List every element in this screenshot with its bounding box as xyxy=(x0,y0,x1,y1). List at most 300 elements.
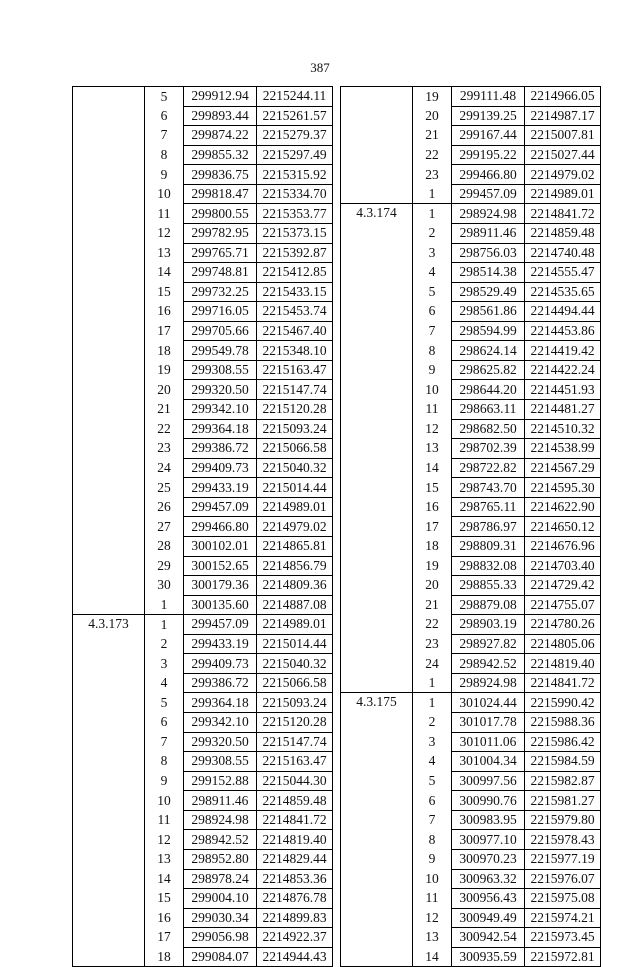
table-row xyxy=(341,595,601,615)
x-coordinate-cell: 298942.52 xyxy=(184,830,257,850)
table-row xyxy=(73,419,333,439)
y-coordinate-cell: 2215261.57 xyxy=(257,106,333,126)
table-row xyxy=(73,184,333,204)
section-cell xyxy=(341,87,413,107)
table-row xyxy=(73,497,333,517)
table-row xyxy=(341,165,601,185)
x-coordinate-cell: 298644.20 xyxy=(452,380,525,400)
y-coordinate-cell: 2214819.40 xyxy=(257,830,333,850)
point-number-cell: 18 xyxy=(425,538,439,554)
section-cell xyxy=(341,263,413,283)
table-row xyxy=(341,439,601,459)
y-coordinate-cell: 2214595.30 xyxy=(525,478,601,498)
x-coordinate-cell: 299732.25 xyxy=(184,282,257,302)
section-cell xyxy=(73,849,145,869)
section-cell xyxy=(73,536,145,556)
point-number-cell: 18 xyxy=(145,947,184,967)
table-row xyxy=(73,380,333,400)
y-coordinate-cell: 2215348.10 xyxy=(257,341,333,361)
table-row xyxy=(341,810,601,830)
point-number-cell: 23 xyxy=(157,440,171,456)
section-cell xyxy=(341,184,413,204)
section-cell xyxy=(73,243,145,263)
y-coordinate-cell: 2214922.37 xyxy=(257,928,333,948)
table-row xyxy=(341,634,601,654)
table-row xyxy=(341,889,601,909)
x-coordinate-cell: 299056.98 xyxy=(184,928,257,948)
y-coordinate-cell: 2215976.07 xyxy=(525,869,601,889)
table-row xyxy=(73,341,333,361)
y-coordinate-cell: 2214538.99 xyxy=(525,439,601,459)
table-row xyxy=(73,889,333,909)
table-row xyxy=(73,106,333,126)
point-number-cell: 4 xyxy=(428,753,436,769)
table-row xyxy=(341,282,601,302)
section-cell xyxy=(73,673,145,693)
y-coordinate-cell: 2214650.12 xyxy=(525,517,601,537)
y-coordinate-cell: 2214809.36 xyxy=(257,576,333,596)
y-coordinate-cell: 2215353.77 xyxy=(257,204,333,224)
y-coordinate-cell: 2214859.48 xyxy=(257,791,333,811)
y-coordinate-cell: 2214422.24 xyxy=(525,360,601,380)
table-row xyxy=(341,497,601,517)
x-coordinate-cell: 299084.07 xyxy=(184,947,257,967)
section-cell xyxy=(341,126,413,146)
x-coordinate-cell: 299855.32 xyxy=(184,145,257,165)
x-coordinate-cell: 300942.54 xyxy=(452,928,525,948)
x-coordinate-cell: 298682.50 xyxy=(452,419,525,439)
point-number-cell: 4 xyxy=(160,675,168,691)
y-coordinate-cell: 2214966.05 xyxy=(525,87,601,107)
table-row xyxy=(73,204,333,224)
table-row xyxy=(341,87,601,107)
section-cell xyxy=(341,536,413,556)
x-coordinate-cell: 298722.82 xyxy=(452,458,525,478)
section-cell xyxy=(341,810,413,830)
table-row xyxy=(341,204,601,224)
x-coordinate-cell: 299195.22 xyxy=(452,145,525,165)
section-cell xyxy=(341,419,413,439)
table-row xyxy=(341,302,601,322)
x-coordinate-cell: 300963.32 xyxy=(452,869,525,889)
y-coordinate-cell: 2214841.72 xyxy=(525,204,601,224)
point-number-cell: 5 xyxy=(145,87,184,107)
y-coordinate-cell: 2215027.44 xyxy=(525,145,601,165)
x-coordinate-cell: 299364.18 xyxy=(184,419,257,439)
section-cell xyxy=(341,849,413,869)
table-row xyxy=(341,321,601,341)
section-cell xyxy=(73,771,145,791)
y-coordinate-cell: 2215279.37 xyxy=(257,126,333,146)
y-coordinate-cell: 2214944.43 xyxy=(257,947,333,967)
x-coordinate-cell: 301011.06 xyxy=(452,732,525,752)
x-coordinate-cell: 298927.82 xyxy=(452,634,525,654)
y-coordinate-cell: 2215244.11 xyxy=(257,87,333,107)
table-row xyxy=(73,928,333,948)
point-number-cell: 11 xyxy=(157,812,171,828)
y-coordinate-cell: 2214841.72 xyxy=(525,673,601,693)
section-cell xyxy=(73,576,145,596)
y-coordinate-cell: 2214829.44 xyxy=(257,849,333,869)
section-cell xyxy=(341,928,413,948)
y-coordinate-cell: 2214899.83 xyxy=(257,908,333,928)
x-coordinate-cell: 299139.25 xyxy=(452,106,525,126)
point-number-cell: 21 xyxy=(157,401,171,417)
table-row xyxy=(341,106,601,126)
table-row xyxy=(73,360,333,380)
x-coordinate-cell: 298879.08 xyxy=(452,595,525,615)
section-cell xyxy=(341,771,413,791)
point-number-cell: 21 xyxy=(425,127,439,143)
y-coordinate-cell: 2215986.42 xyxy=(525,732,601,752)
point-number-cell: 15 xyxy=(157,283,171,299)
x-coordinate-cell: 299030.34 xyxy=(184,908,257,928)
section-cell xyxy=(341,576,413,596)
y-coordinate-cell: 2214841.72 xyxy=(257,810,333,830)
point-number-cell: 9 xyxy=(160,166,168,182)
table-row xyxy=(341,673,601,693)
x-coordinate-cell: 299308.55 xyxy=(184,360,257,380)
section-cell xyxy=(341,478,413,498)
section-cell xyxy=(341,889,413,909)
table-row xyxy=(73,654,333,674)
y-coordinate-cell: 2214622.90 xyxy=(525,497,601,517)
point-number-cell: 29 xyxy=(157,557,171,573)
section-cell xyxy=(73,556,145,576)
x-coordinate-cell: 299409.73 xyxy=(184,654,257,674)
x-coordinate-cell: 300956.43 xyxy=(452,889,525,909)
section-cell xyxy=(341,106,413,126)
y-coordinate-cell: 2214865.81 xyxy=(257,536,333,556)
section-cell xyxy=(341,497,413,517)
x-coordinate-cell: 299782.95 xyxy=(184,223,257,243)
point-number-cell: 13 xyxy=(425,440,439,456)
x-coordinate-cell: 299457.09 xyxy=(184,497,257,517)
section-cell xyxy=(341,869,413,889)
x-coordinate-cell: 299433.19 xyxy=(184,478,257,498)
point-number-cell: 26 xyxy=(157,499,171,515)
y-coordinate-cell: 2215979.80 xyxy=(525,810,601,830)
x-coordinate-cell: 298702.39 xyxy=(452,439,525,459)
table-row xyxy=(73,302,333,322)
point-number-cell: 1 xyxy=(428,185,436,201)
table-row xyxy=(73,830,333,850)
section-cell xyxy=(73,380,145,400)
point-number-cell: 10 xyxy=(425,870,439,886)
section-cell xyxy=(73,419,145,439)
section-cell xyxy=(73,928,145,948)
section-cell xyxy=(73,889,145,909)
point-number-cell: 2 xyxy=(160,636,168,652)
y-coordinate-cell: 2214451.93 xyxy=(525,380,601,400)
x-coordinate-cell: 300990.76 xyxy=(452,791,525,811)
section-cell xyxy=(73,693,145,713)
y-coordinate-cell: 2215040.32 xyxy=(257,458,333,478)
x-coordinate-cell: 298832.08 xyxy=(452,556,525,576)
section-cell xyxy=(341,654,413,674)
x-coordinate-cell: 299320.50 xyxy=(184,380,257,400)
section-cell xyxy=(341,830,413,850)
point-number-cell: 11 xyxy=(425,890,439,906)
y-coordinate-cell: 2214494.44 xyxy=(525,302,601,322)
section-cell xyxy=(73,184,145,204)
x-coordinate-cell: 299457.09 xyxy=(184,615,257,635)
y-coordinate-cell: 2214453.86 xyxy=(525,321,601,341)
table-row xyxy=(341,947,601,967)
section-cell xyxy=(341,752,413,772)
section-cell xyxy=(73,302,145,322)
table-row xyxy=(341,713,601,733)
x-coordinate-cell: 298743.70 xyxy=(452,478,525,498)
point-number-cell: 1 xyxy=(160,596,168,612)
point-number-cell: 1 xyxy=(413,693,452,713)
table-row xyxy=(341,732,601,752)
coordinates-table-left xyxy=(72,86,333,967)
point-number-cell: 17 xyxy=(157,323,171,339)
y-coordinate-cell: 2214853.36 xyxy=(257,869,333,889)
section-cell xyxy=(341,341,413,361)
table-row xyxy=(73,849,333,869)
x-coordinate-cell: 300997.56 xyxy=(452,771,525,791)
point-number-cell: 6 xyxy=(160,107,168,123)
table-row xyxy=(341,771,601,791)
x-coordinate-cell: 299765.71 xyxy=(184,243,257,263)
point-number-cell: 1 xyxy=(413,204,452,224)
point-number-cell: 13 xyxy=(157,244,171,260)
x-coordinate-cell: 300935.59 xyxy=(452,947,525,967)
table-row xyxy=(73,223,333,243)
point-number-cell: 12 xyxy=(425,420,439,436)
point-number-cell: 12 xyxy=(157,831,171,847)
x-coordinate-cell: 299912.94 xyxy=(184,87,257,107)
y-coordinate-cell: 2215315.92 xyxy=(257,165,333,185)
point-number-cell: 13 xyxy=(425,929,439,945)
y-coordinate-cell: 2215433.15 xyxy=(257,282,333,302)
x-coordinate-cell: 300102.01 xyxy=(184,536,257,556)
table-row xyxy=(341,478,601,498)
y-coordinate-cell: 2215981.27 xyxy=(525,791,601,811)
x-coordinate-cell: 301004.34 xyxy=(452,752,525,772)
x-coordinate-cell: 299152.88 xyxy=(184,771,257,791)
x-coordinate-cell: 299111.48 xyxy=(452,87,525,107)
section-cell xyxy=(341,458,413,478)
y-coordinate-cell: 2215093.24 xyxy=(257,693,333,713)
section-cell xyxy=(73,263,145,283)
y-coordinate-cell: 2215066.58 xyxy=(257,439,333,459)
table-row xyxy=(341,400,601,420)
table-row xyxy=(341,223,601,243)
x-coordinate-cell: 299167.44 xyxy=(452,126,525,146)
table-row xyxy=(73,321,333,341)
section-cell xyxy=(341,360,413,380)
section-cell xyxy=(341,908,413,928)
table-row xyxy=(341,556,601,576)
section-cell xyxy=(73,869,145,889)
point-number-cell: 6 xyxy=(160,714,168,730)
section-cell xyxy=(341,400,413,420)
y-coordinate-cell: 2214729.42 xyxy=(525,576,601,596)
section-cell xyxy=(73,204,145,224)
table-row xyxy=(73,869,333,889)
x-coordinate-cell: 299874.22 xyxy=(184,126,257,146)
section-cell xyxy=(73,126,145,146)
section-cell xyxy=(73,223,145,243)
x-coordinate-cell: 299433.19 xyxy=(184,634,257,654)
point-number-cell: 22 xyxy=(425,146,439,162)
point-number-cell: 30 xyxy=(157,577,171,593)
x-coordinate-cell: 298514.38 xyxy=(452,263,525,283)
section-cell xyxy=(73,321,145,341)
table-row xyxy=(341,849,601,869)
point-number-cell: 19 xyxy=(425,557,439,573)
point-number-cell: 6 xyxy=(428,303,436,319)
table-row xyxy=(341,243,601,263)
section-cell xyxy=(73,634,145,654)
y-coordinate-cell: 2214989.01 xyxy=(257,615,333,635)
table-row xyxy=(73,439,333,459)
x-coordinate-cell: 299457.09 xyxy=(452,184,525,204)
section-cell xyxy=(73,752,145,772)
section-cell xyxy=(73,791,145,811)
y-coordinate-cell: 2215014.44 xyxy=(257,478,333,498)
table-row xyxy=(73,243,333,263)
point-number-cell: 2 xyxy=(428,714,436,730)
section-cell xyxy=(341,947,413,967)
y-coordinate-cell: 2214979.02 xyxy=(525,165,601,185)
y-coordinate-cell: 2214859.48 xyxy=(525,223,601,243)
table-row xyxy=(73,282,333,302)
point-number-cell: 9 xyxy=(160,772,168,788)
table-row xyxy=(341,360,601,380)
table-row xyxy=(341,654,601,674)
point-number-cell: 3 xyxy=(160,655,168,671)
point-number-cell: 7 xyxy=(428,812,436,828)
x-coordinate-cell: 300179.36 xyxy=(184,576,257,596)
point-number-cell: 19 xyxy=(157,362,171,378)
point-number-cell: 14 xyxy=(157,870,171,886)
table-row xyxy=(341,517,601,537)
x-coordinate-cell: 299320.50 xyxy=(184,732,257,752)
point-number-cell: 8 xyxy=(160,146,168,162)
x-coordinate-cell: 299748.81 xyxy=(184,263,257,283)
table-row xyxy=(73,673,333,693)
x-coordinate-cell: 300970.23 xyxy=(452,849,525,869)
table-row xyxy=(341,184,601,204)
section-cell: 4.3.173 xyxy=(73,615,145,635)
section-cell xyxy=(73,908,145,928)
x-coordinate-cell: 299836.75 xyxy=(184,165,257,185)
section-cell xyxy=(341,145,413,165)
table-row xyxy=(341,341,601,361)
point-number-cell: 15 xyxy=(157,890,171,906)
x-coordinate-cell: 298594.99 xyxy=(452,321,525,341)
table-row xyxy=(73,517,333,537)
section-cell xyxy=(73,282,145,302)
y-coordinate-cell: 2214567.29 xyxy=(525,458,601,478)
table-row xyxy=(73,595,333,615)
y-coordinate-cell: 2215412.85 xyxy=(257,263,333,283)
table-row xyxy=(73,634,333,654)
point-number-cell: 22 xyxy=(425,616,439,632)
point-number-cell: 7 xyxy=(160,127,168,143)
table-row xyxy=(73,556,333,576)
section-cell xyxy=(73,478,145,498)
table-row xyxy=(341,263,601,283)
section-cell xyxy=(73,947,145,967)
point-number-cell: 11 xyxy=(425,401,439,417)
x-coordinate-cell: 299466.80 xyxy=(184,517,257,537)
point-number-cell: 5 xyxy=(428,772,436,788)
point-number-cell: 20 xyxy=(425,577,439,593)
point-number-cell: 28 xyxy=(157,538,171,554)
x-coordinate-cell: 298942.52 xyxy=(452,654,525,674)
table-row xyxy=(73,165,333,185)
point-number-cell: 14 xyxy=(425,459,439,475)
point-number-cell: 23 xyxy=(425,166,439,182)
y-coordinate-cell: 2215972.81 xyxy=(525,947,601,967)
section-cell xyxy=(341,673,413,693)
y-coordinate-cell: 2214535.65 xyxy=(525,282,601,302)
x-coordinate-cell: 298924.98 xyxy=(452,673,525,693)
y-coordinate-cell: 2214780.26 xyxy=(525,615,601,635)
table-row xyxy=(73,126,333,146)
section-cell xyxy=(341,517,413,537)
point-number-cell: 14 xyxy=(157,264,171,280)
point-number-cell: 7 xyxy=(428,323,436,339)
section-cell xyxy=(341,634,413,654)
section-cell xyxy=(73,145,145,165)
section-cell: 4.3.174 xyxy=(341,204,413,224)
table-row xyxy=(73,576,333,596)
table-row xyxy=(73,615,333,635)
point-number-cell: 7 xyxy=(160,733,168,749)
x-coordinate-cell: 298529.49 xyxy=(452,282,525,302)
section-cell xyxy=(73,400,145,420)
point-number-cell: 12 xyxy=(425,909,439,925)
section-cell xyxy=(73,106,145,126)
table-row xyxy=(341,752,601,772)
y-coordinate-cell: 2214740.48 xyxy=(525,243,601,263)
point-number-cell: 6 xyxy=(428,792,436,808)
x-coordinate-cell: 299466.80 xyxy=(452,165,525,185)
x-coordinate-cell: 299364.18 xyxy=(184,693,257,713)
y-coordinate-cell: 2214856.79 xyxy=(257,556,333,576)
y-coordinate-cell: 2215147.74 xyxy=(257,732,333,752)
point-number-cell: 10 xyxy=(157,186,171,202)
y-coordinate-cell: 2215467.40 xyxy=(257,321,333,341)
section-cell xyxy=(341,556,413,576)
table-row xyxy=(341,693,601,713)
x-coordinate-cell: 299705.66 xyxy=(184,321,257,341)
y-coordinate-cell: 2214819.40 xyxy=(525,654,601,674)
point-number-cell: 27 xyxy=(157,518,171,534)
section-cell xyxy=(73,810,145,830)
y-coordinate-cell: 2214805.06 xyxy=(525,634,601,654)
point-number-cell: 10 xyxy=(157,792,171,808)
y-coordinate-cell: 2215982.87 xyxy=(525,771,601,791)
y-coordinate-cell: 2214555.47 xyxy=(525,263,601,283)
section-cell xyxy=(341,302,413,322)
x-coordinate-cell: 299716.05 xyxy=(184,302,257,322)
x-coordinate-cell: 300152.65 xyxy=(184,556,257,576)
x-coordinate-cell: 298765.11 xyxy=(452,497,525,517)
point-number-cell: 10 xyxy=(425,381,439,397)
x-coordinate-cell: 298561.86 xyxy=(452,302,525,322)
y-coordinate-cell: 2215163.47 xyxy=(257,752,333,772)
table-row xyxy=(341,908,601,928)
section-cell xyxy=(73,654,145,674)
y-coordinate-cell: 2215007.81 xyxy=(525,126,601,146)
